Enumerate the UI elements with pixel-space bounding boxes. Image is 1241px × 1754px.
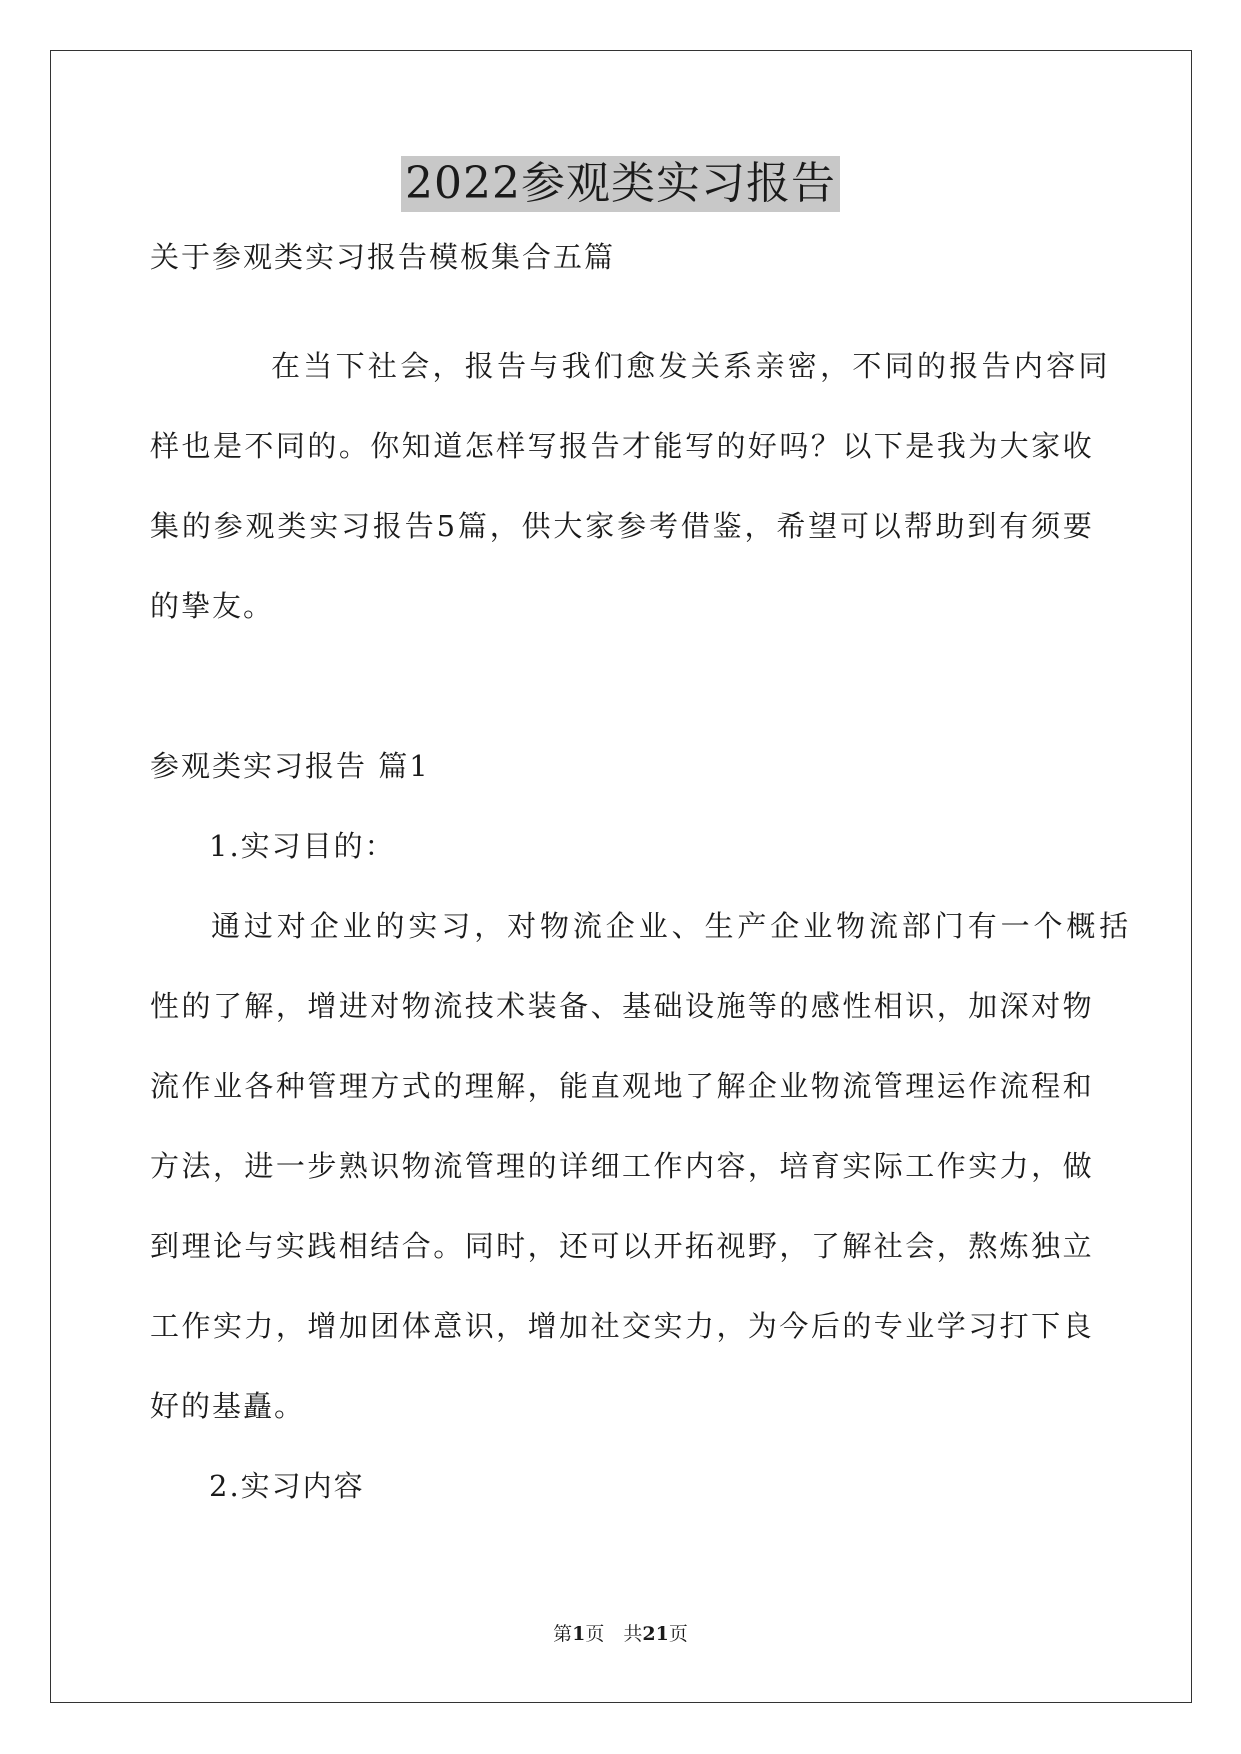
document-title: 2022参观类实习报告 <box>401 156 840 212</box>
item1-line: 通过对企业的实习，对物流企业、生产企业物流部门有一个概括 <box>211 909 1133 943</box>
subtitle: 关于参观类实习报告模板集合五篇 <box>150 240 616 274</box>
intro-line: 的挚友。 <box>150 589 275 623</box>
item1-line: 到 理 论 与 实 践 相 结 合 。 同 时 ， 还 可 以 开 拓 视 野 ， 了 解 社 会 ， 熬 炼 独 立 <box>150 1229 1092 1263</box>
footer-mid: 页 共 <box>585 1623 643 1645</box>
footer-suffix: 页 <box>668 1623 688 1645</box>
footer-total-pages: 21 <box>642 1623 669 1645</box>
intro-line: 在当下社会，报告与我们愈发关系亲密，不同的报告内容同 <box>271 349 1111 383</box>
title-container <box>0 156 1241 212</box>
intro-line: 集 的 参 观 类 实 习 报 告 5 篇 ， 供 大 家 参 考 借 鉴 ， 希 望 可 以 帮 助 到 有 须 要 <box>150 509 1092 543</box>
page-border <box>50 50 1192 1703</box>
footer-current-page: 1 <box>572 1623 586 1645</box>
intro-line: 样 也 是 不 同 的 。 你 知 道 怎 样 写 报 告 才 能 写 的 好 吗 ？ 以 下 是 我 为 大 家 收 <box>150 429 1092 463</box>
item1-heading: 1.实习目的： <box>209 829 396 863</box>
page-footer <box>0 1622 1241 1646</box>
footer-prefix: 第 <box>553 1623 573 1645</box>
item1-line: 性 的 了 解 ， 增 进 对 物 流 技 术 装 备 、 基 础 设 施 等 的 感 性 相 识 ， 加 深 对 物 <box>150 989 1092 1023</box>
item2-heading: 2.实习内容 <box>209 1469 365 1503</box>
item1-line: 流 作 业 各 种 管 理 方 式 的 理 解 ， 能 直 观 地 了 解 企 业 物 流 管 理 运 作 流 程 和 <box>150 1069 1092 1103</box>
item1-line: 工 作 实 力 ， 增 加 团 体 意 识 ， 增 加 社 交 实 力 ， 为 今 后 的 专 业 学 习 打 下 良 <box>150 1309 1092 1343</box>
item1-line: 好的基矗。 <box>150 1389 306 1423</box>
item1-line: 方 法 ， 进 一 步 熟 识 物 流 管 理 的 详 细 工 作 内 容 ， 培 育 实 际 工 作 实 力 ， 做 <box>150 1149 1092 1183</box>
section-heading: 参观类实习报告 篇1 <box>150 749 430 783</box>
